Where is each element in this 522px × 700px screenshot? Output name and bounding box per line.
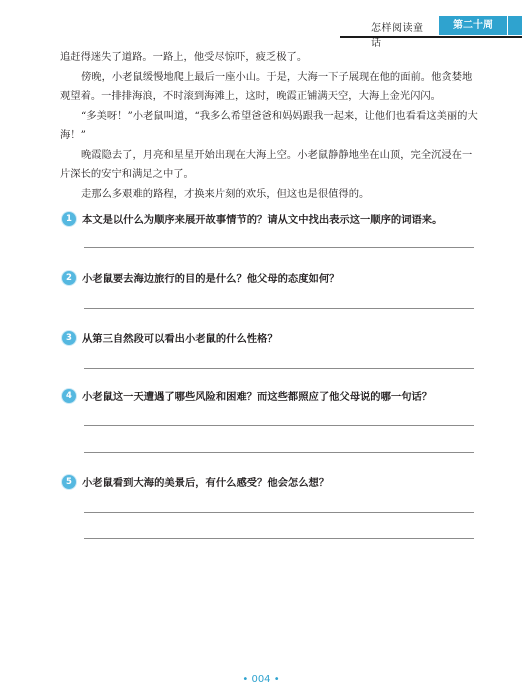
page-header	[0, 0, 522, 49]
passage-paragraph: 走那么多艰难的路程，才换来片刻的欢乐，但这也是很值得的。	[81, 187, 370, 200]
question-2	[62, 270, 482, 285]
answer-line[interactable]	[84, 425, 474, 426]
passage-paragraph: 追赶得迷失了道路。一路上，他受尽惊吓，疲乏极了。	[60, 51, 308, 63]
question-number-badge: 4	[62, 389, 76, 403]
question-text: 小老鼠这一天遭遇了哪些风险和困难？而这些都照应了他父母说的哪一句话？	[82, 391, 433, 403]
question-3	[62, 330, 482, 345]
question-4	[62, 388, 482, 403]
passage-paragraph: 傍晚，小老鼠缓慢地爬上最后一座小山。于是，大海一下子展现在他的面前。他贪婪地观望着。一排排海浪，不时滚到海滩上，这时，晚霞正铺满天空，大海上金光闪闪。	[60, 70, 473, 102]
answer-line[interactable]	[84, 247, 474, 248]
question-1	[62, 211, 482, 226]
page-number: • 004 •	[242, 674, 280, 685]
passage-paragraph: 晚霞隐去了，月亮和星星开始出现在大海上空。小老鼠静静地坐在山顶，完全沉浸在一片深长的安宁和满足之中了。	[60, 148, 473, 180]
question-text: 本文是以什么为顺序来展开故事情节的？请从文中找出表示这一顺序的词语来。	[82, 214, 443, 226]
question-5	[62, 474, 482, 489]
story-passage	[60, 48, 480, 204]
question-number-badge: 1	[62, 212, 76, 226]
series-title: 怎样阅读童话	[371, 23, 424, 49]
answer-line[interactable]	[84, 512, 474, 513]
week-label: 第二十周	[439, 16, 507, 35]
passage-paragraph: “多美呀！”小老鼠叫道，“我多么希望爸爸和妈妈跟我一起来，让他们也看看这美丽的大海！”	[60, 109, 478, 141]
answer-line[interactable]	[84, 308, 474, 309]
header-tab-decoration	[508, 16, 522, 35]
question-number-badge: 3	[62, 331, 76, 345]
question-text: 小老鼠要去海边旅行的目的是什么？他父母的态度如何？	[82, 273, 340, 285]
question-text: 小老鼠看到大海的美景后，有什么感受？他会怎么想？	[82, 477, 330, 489]
question-number-badge: 2	[62, 271, 76, 285]
answer-line[interactable]	[84, 452, 474, 453]
answer-line[interactable]	[84, 368, 474, 369]
answer-line[interactable]	[84, 538, 474, 539]
question-number-badge: 5	[62, 475, 76, 489]
question-text: 从第三自然段可以看出小老鼠的什么性格？	[82, 333, 278, 345]
header-rule	[340, 36, 522, 38]
